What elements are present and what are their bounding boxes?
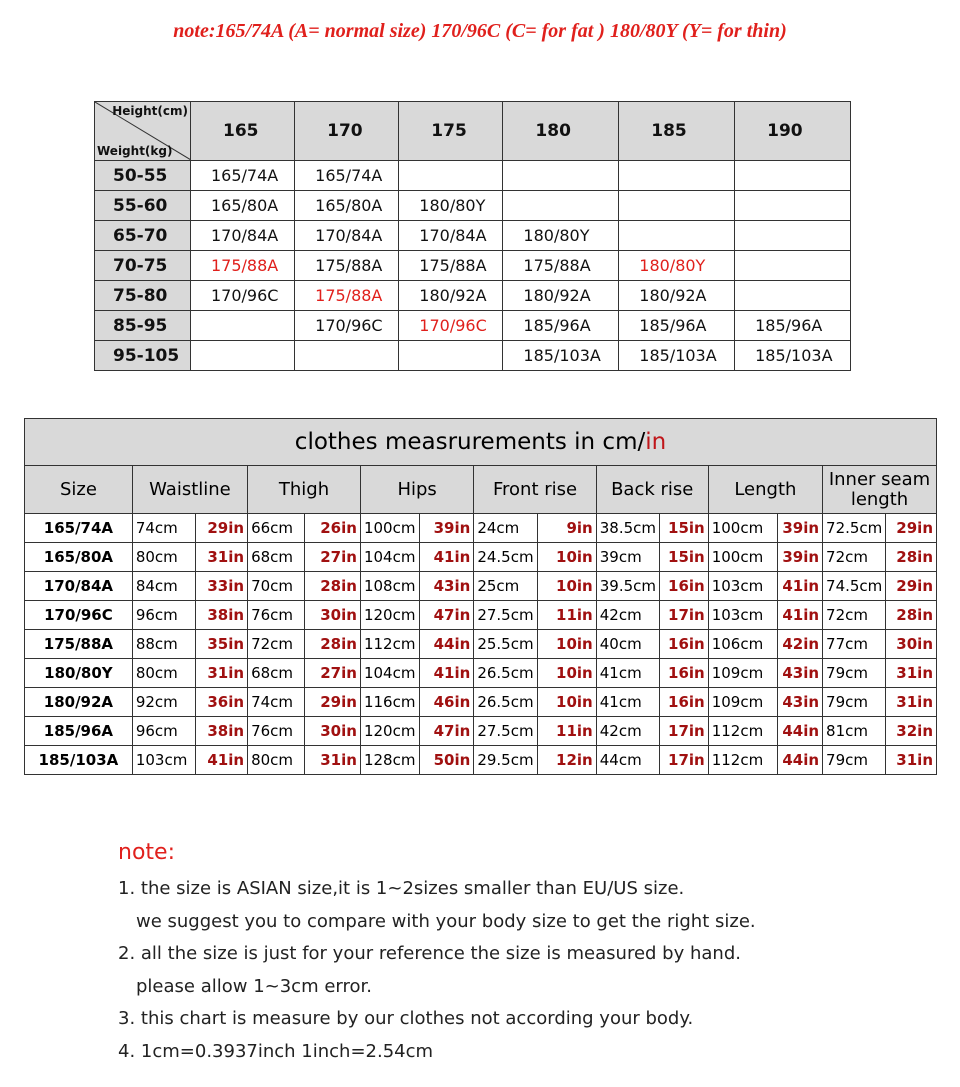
size-cell: 185/103A [25, 746, 133, 775]
cm-value: 40cm [596, 630, 659, 659]
inch-value: 10in [537, 688, 596, 717]
size-cell: 180/92A [399, 281, 503, 311]
size-cell: 185/96A [25, 717, 133, 746]
cm-value: 70cm [248, 572, 305, 601]
inch-value: 32in [886, 717, 937, 746]
inch-value: 50in [419, 746, 473, 775]
size-cell [735, 281, 851, 311]
cm-value: 25cm [474, 572, 537, 601]
note-line: 3. this chart is measure by our clothes not according your body. [118, 1008, 694, 1029]
cm-value: 44cm [596, 746, 659, 775]
size-cell: 170/84A [191, 221, 295, 251]
size-cell: 185/96A [619, 311, 735, 341]
weight-cell: 85-95 [95, 311, 191, 341]
inch-value: 39in [778, 543, 823, 572]
size-cell: 165/74A [191, 161, 295, 191]
weight-cell: 95-105 [95, 341, 191, 371]
size-cell: 180/92A [503, 281, 619, 311]
cm-value: 42cm [596, 717, 659, 746]
inch-value: 29in [886, 572, 937, 601]
size-cell [735, 191, 851, 221]
inch-value: 28in [304, 630, 360, 659]
notes-title: note: [118, 840, 175, 865]
cm-value: 27.5cm [474, 601, 537, 630]
height-axis-label: Height(cm) [112, 104, 188, 118]
cm-value: 106cm [708, 630, 777, 659]
inch-value: 30in [886, 630, 937, 659]
cm-value: 80cm [132, 543, 195, 572]
weight-cell: 65-70 [95, 221, 191, 251]
size-cell [399, 341, 503, 371]
weight-cell: 50-55 [95, 161, 191, 191]
cm-value: 77cm [823, 630, 886, 659]
weight-cell: 55-60 [95, 191, 191, 221]
inch-value: 29in [195, 514, 248, 543]
inch-value: 39in [778, 514, 823, 543]
note-line: please allow 1~3cm error. [136, 975, 372, 997]
height-header: 165 [191, 102, 295, 161]
inch-value: 11in [537, 717, 596, 746]
inch-value: 31in [195, 659, 248, 688]
table-row [95, 281, 851, 311]
size-cell: 170/96C [191, 281, 295, 311]
measurements-table [24, 418, 937, 775]
size-cell: 180/80Y [399, 191, 503, 221]
inch-value: 17in [660, 717, 709, 746]
column-header: Hips [360, 466, 473, 514]
cm-value: 100cm [708, 514, 777, 543]
cm-value: 108cm [360, 572, 419, 601]
table-row [25, 514, 937, 543]
inch-value: 41in [195, 746, 248, 775]
cm-value: 41cm [596, 659, 659, 688]
size-cell: 185/103A [503, 341, 619, 371]
inch-value: 47in [419, 601, 473, 630]
corner-cell [95, 102, 191, 161]
cm-value: 103cm [708, 572, 777, 601]
cm-value: 26.5cm [474, 688, 537, 717]
inch-value: 10in [537, 572, 596, 601]
size-cell [295, 341, 399, 371]
height-header: 175 [399, 102, 503, 161]
inch-value: 42in [778, 630, 823, 659]
size-cell: 170/96C [25, 601, 133, 630]
cm-value: 27.5cm [474, 717, 537, 746]
cm-value: 104cm [360, 543, 419, 572]
inch-value: 16in [660, 688, 709, 717]
inch-value: 41in [419, 659, 473, 688]
inch-value: 30in [304, 601, 360, 630]
size-cell: 165/80A [295, 191, 399, 221]
inch-value: 31in [886, 746, 937, 775]
size-cell: 180/80Y [503, 221, 619, 251]
cm-value: 79cm [823, 659, 886, 688]
inch-value: 29in [304, 688, 360, 717]
inch-value: 33in [195, 572, 248, 601]
cm-value: 81cm [823, 717, 886, 746]
title-row [25, 419, 937, 466]
cm-value: 120cm [360, 717, 419, 746]
cm-value: 80cm [248, 746, 305, 775]
size-cell: 185/103A [619, 341, 735, 371]
size-cell: 180/92A [25, 688, 133, 717]
size-cell: 165/74A [295, 161, 399, 191]
size-cell [191, 311, 295, 341]
size-cell: 170/84A [295, 221, 399, 251]
cm-value: 120cm [360, 601, 419, 630]
cm-value: 42cm [596, 601, 659, 630]
size-cell: 185/96A [503, 311, 619, 341]
column-header: Back rise [596, 466, 708, 514]
inch-value: 27in [304, 543, 360, 572]
inch-value: 38in [195, 601, 248, 630]
cm-value: 112cm [708, 746, 777, 775]
column-header: Inner seam length [823, 466, 937, 514]
cm-value: 76cm [248, 601, 305, 630]
cm-value: 76cm [248, 717, 305, 746]
size-cell: 170/84A [25, 572, 133, 601]
inch-value: 10in [537, 630, 596, 659]
size-cell: 180/80Y [25, 659, 133, 688]
inch-value: 29in [886, 514, 937, 543]
inch-value: 16in [660, 630, 709, 659]
cm-value: 41cm [596, 688, 659, 717]
column-header: Size [25, 466, 133, 514]
inch-value: 28in [886, 601, 937, 630]
cm-value: 74cm [132, 514, 195, 543]
inch-value: 38in [195, 717, 248, 746]
weight-cell: 75-80 [95, 281, 191, 311]
cm-value: 68cm [248, 543, 305, 572]
inch-value: 47in [419, 717, 473, 746]
inch-value: 41in [419, 543, 473, 572]
inch-value: 15in [660, 514, 709, 543]
size-cell [735, 221, 851, 251]
cm-value: 100cm [360, 514, 419, 543]
inch-value: 31in [304, 746, 360, 775]
table-row [25, 688, 937, 717]
cm-value: 26.5cm [474, 659, 537, 688]
inch-value: 46in [419, 688, 473, 717]
size-cell: 175/88A [295, 251, 399, 281]
size-cell [619, 191, 735, 221]
table-row [25, 543, 937, 572]
size-cell: 175/88A [503, 251, 619, 281]
cm-value: 68cm [248, 659, 305, 688]
size-cell: 185/103A [735, 341, 851, 371]
header-row [95, 102, 851, 161]
note-line: 1. the size is ASIAN size,it is 1~2sizes smaller than EU/US size. [118, 878, 685, 899]
size-cell [191, 341, 295, 371]
cm-value: 72.5cm [823, 514, 886, 543]
table-row [25, 717, 937, 746]
cm-value: 74.5cm [823, 572, 886, 601]
table-row [95, 191, 851, 221]
inch-value: 44in [419, 630, 473, 659]
inch-value: 39in [419, 514, 473, 543]
cm-value: 39.5cm [596, 572, 659, 601]
note-line: 4. 1cm=0.3937inch 1inch=2.54cm [118, 1040, 434, 1062]
size-cell: 185/96A [735, 311, 851, 341]
column-header: Waistline [132, 466, 247, 514]
inch-value: 10in [537, 659, 596, 688]
title-text: clothes measrurements in cm/ [294, 429, 646, 455]
note-line: 2. all the size is just for your reference the size is measured by hand. [118, 943, 741, 964]
size-cell-highlighted: 170/96C [399, 311, 503, 341]
cm-value: 103cm [708, 601, 777, 630]
cm-value: 79cm [823, 688, 886, 717]
title-unit-in: in [645, 429, 667, 455]
inch-value: 12in [537, 746, 596, 775]
cm-value: 103cm [132, 746, 195, 775]
cm-value: 72cm [823, 543, 886, 572]
cm-value: 96cm [132, 717, 195, 746]
inch-value: 16in [660, 659, 709, 688]
inch-value: 31in [886, 659, 937, 688]
cm-value: 66cm [248, 514, 305, 543]
cm-value: 109cm [708, 659, 777, 688]
cm-value: 25.5cm [474, 630, 537, 659]
notes-section [118, 840, 756, 1068]
height-header: 190 [735, 102, 851, 161]
size-cell: 165/80A [191, 191, 295, 221]
table-row [25, 572, 937, 601]
table-row [25, 601, 937, 630]
inch-value: 43in [778, 688, 823, 717]
table-row [25, 746, 937, 775]
cm-value: 104cm [360, 659, 419, 688]
inch-value: 17in [660, 601, 709, 630]
size-cell [619, 161, 735, 191]
cm-value: 96cm [132, 601, 195, 630]
cm-value: 24.5cm [474, 543, 537, 572]
inch-value: 17in [660, 746, 709, 775]
cm-value: 38.5cm [596, 514, 659, 543]
inch-value: 10in [537, 543, 596, 572]
table-row [95, 221, 851, 251]
inch-value: 43in [419, 572, 473, 601]
cm-value: 74cm [248, 688, 305, 717]
inch-value: 28in [304, 572, 360, 601]
inch-value: 27in [304, 659, 360, 688]
table-row [95, 341, 851, 371]
inch-value: 31in [195, 543, 248, 572]
column-header: Length [708, 466, 822, 514]
size-cell [619, 221, 735, 251]
size-cell [735, 251, 851, 281]
inch-value: 16in [660, 572, 709, 601]
size-cell [503, 191, 619, 221]
cm-value: 112cm [708, 717, 777, 746]
table-row [95, 161, 851, 191]
size-cell: 175/88A [399, 251, 503, 281]
cm-value: 109cm [708, 688, 777, 717]
weight-axis-label: Weight(kg) [97, 144, 173, 158]
height-header: 185 [619, 102, 735, 161]
inch-value: 35in [195, 630, 248, 659]
height-weight-size-table [94, 101, 851, 371]
inch-value: 15in [660, 543, 709, 572]
cm-value: 84cm [132, 572, 195, 601]
size-cell-highlighted: 175/88A [295, 281, 399, 311]
column-header: Front rise [474, 466, 596, 514]
inch-value: 41in [778, 572, 823, 601]
size-type-note: note:165/74A (A= normal size) 170/96C (C= for fat ) 180/80Y (Y= for thin) [173, 20, 787, 42]
size-cell [735, 161, 851, 191]
inch-value: 41in [778, 601, 823, 630]
cm-value: 29.5cm [474, 746, 537, 775]
height-header: 170 [295, 102, 399, 161]
size-cell: 170/96C [295, 311, 399, 341]
table-row [25, 630, 937, 659]
cm-value: 79cm [823, 746, 886, 775]
size-cell-highlighted: 180/80Y [619, 251, 735, 281]
table-title [25, 419, 937, 466]
cm-value: 128cm [360, 746, 419, 775]
size-cell-highlighted: 175/88A [191, 251, 295, 281]
note-line: we suggest you to compare with your body size to get the right size. [136, 910, 756, 932]
cm-value: 80cm [132, 659, 195, 688]
inch-value: 11in [537, 601, 596, 630]
size-cell [399, 161, 503, 191]
table-row [25, 659, 937, 688]
table-row [95, 251, 851, 281]
inch-value: 30in [304, 717, 360, 746]
cm-value: 100cm [708, 543, 777, 572]
cm-value: 116cm [360, 688, 419, 717]
size-cell: 165/80A [25, 543, 133, 572]
cm-value: 39cm [596, 543, 659, 572]
inch-value: 44in [778, 746, 823, 775]
cm-value: 112cm [360, 630, 419, 659]
inch-value: 9in [537, 514, 596, 543]
inch-value: 43in [778, 659, 823, 688]
inch-value: 36in [195, 688, 248, 717]
height-header: 180 [503, 102, 619, 161]
table-row [95, 311, 851, 341]
cm-value: 92cm [132, 688, 195, 717]
size-cell: 170/84A [399, 221, 503, 251]
size-cell: 175/88A [25, 630, 133, 659]
cm-value: 88cm [132, 630, 195, 659]
cm-value: 72cm [823, 601, 886, 630]
header-row [25, 466, 937, 514]
cm-value: 72cm [248, 630, 305, 659]
inch-value: 26in [304, 514, 360, 543]
inch-value: 44in [778, 717, 823, 746]
size-cell: 165/74A [25, 514, 133, 543]
size-cell: 180/92A [619, 281, 735, 311]
weight-cell: 70-75 [95, 251, 191, 281]
size-cell [503, 161, 619, 191]
inch-value: 28in [886, 543, 937, 572]
cm-value: 24cm [474, 514, 537, 543]
column-header: Thigh [248, 466, 361, 514]
inch-value: 31in [886, 688, 937, 717]
